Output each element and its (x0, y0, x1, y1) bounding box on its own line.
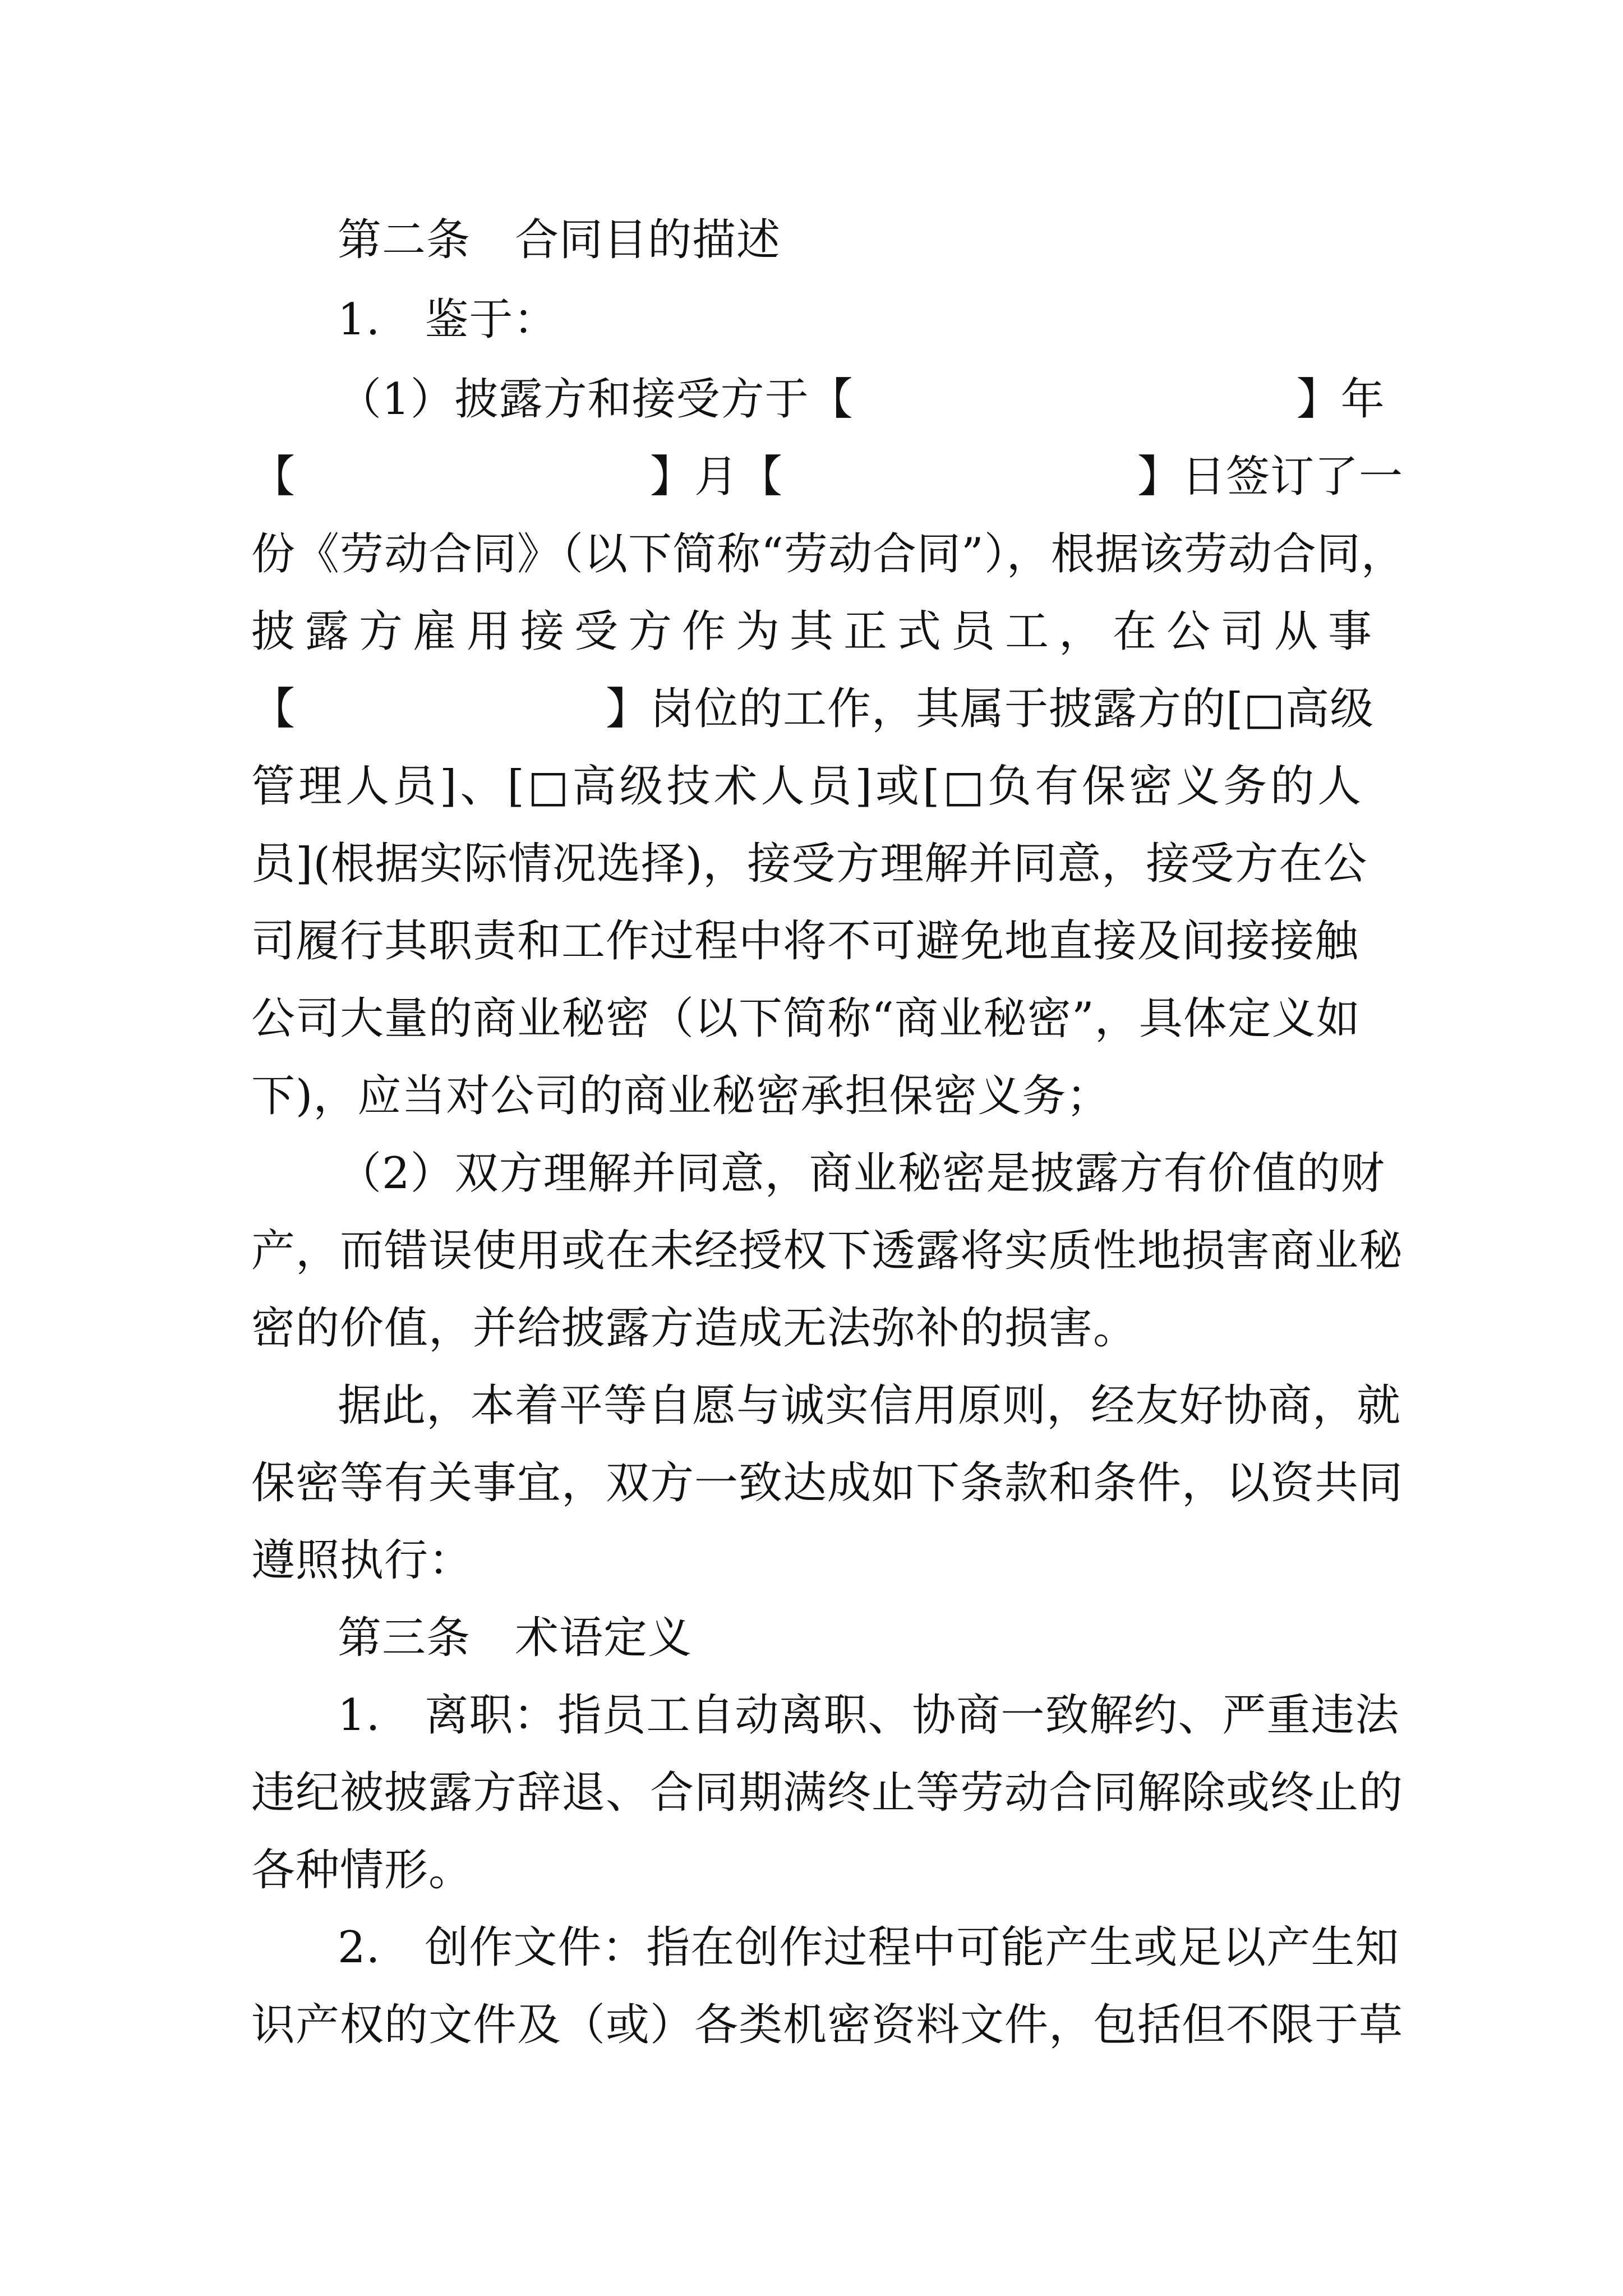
paragraph-line: 2. 创作文件：指在创作过程中可能产生或足以产生知 (338, 1922, 1400, 1973)
paragraph-line: 司履行其职责和工作过程中将不可避免地直接及间接接触 (251, 916, 1359, 967)
day-blank: 【 】日签订了一 (739, 452, 1404, 502)
paragraph-line: 据此，本着平等自愿与诚实信用原则，经友好协商，就 (338, 1381, 1401, 1431)
paragraph-line: （2）双方理解并同意，商业秘密是披露方有价值的财 (338, 1148, 1385, 1199)
month-blank: 【 】月 (251, 452, 739, 502)
paragraph-line: 违纪被披露方辞退、合同期满终止等劳动合同解除或终止的 (251, 1768, 1404, 1818)
year-blank: 【 】年 (809, 374, 1385, 425)
paragraph-line (338, 371, 1384, 427)
paragraph-line: 识产权的文件及（或）各类机密资料文件，包括但不限于草 (251, 2000, 1404, 2050)
paragraph-line: 密的价值，并给披露方造成无法弥补的损害。 (251, 1303, 1138, 1354)
paragraph-line: 产，而错误使用或在未经授权下透露将实质性地损害商业秘 (251, 1226, 1404, 1276)
paragraph-line: 各种情形。 (251, 1845, 473, 1895)
article-2-heading: 第二条 合同目的描述 (338, 215, 781, 265)
paragraph-line: 下)，应当对公司的商业秘密承担保密义务； (251, 1071, 1111, 1121)
paragraph-line: 员](根据实际情况选择)，接受方理解并同意，接受方在公 (251, 839, 1368, 889)
paragraph-line: 1. 离职：指员工自动离职、协商一致解约、严重违法 (338, 1690, 1400, 1741)
article-3-heading: 第三条 术语定义 (338, 1613, 693, 1663)
paragraph-line: 管理人员]、[□高级技术人员]或[□负有保密义务的人 (251, 761, 1365, 812)
paragraph-line: 保密等有关事宜，双方一致达成如下条款和条件，以资共同 (251, 1458, 1404, 1508)
paragraph-line: 披露方雇用接受方作为其正式员工，在公司从事 (251, 606, 1382, 657)
paragraph-line: 份《劳动合同》（以下简称“劳动合同”），根据该劳动合同， (251, 529, 1405, 579)
paragraph-line: 公司大量的商业秘密（以下简称“商业秘密”，具体定义如 (251, 993, 1361, 1044)
paragraph-line: 遵照执行： (251, 1535, 473, 1586)
item-1-label: 1. 鉴于： (338, 295, 558, 345)
paragraph-line (251, 449, 1404, 505)
paragraph-line: 【 】岗位的工作，其属于披露方的[□高级 (251, 684, 1375, 734)
sub-1-prefix: （1）披露方和接受方于 (338, 374, 809, 425)
